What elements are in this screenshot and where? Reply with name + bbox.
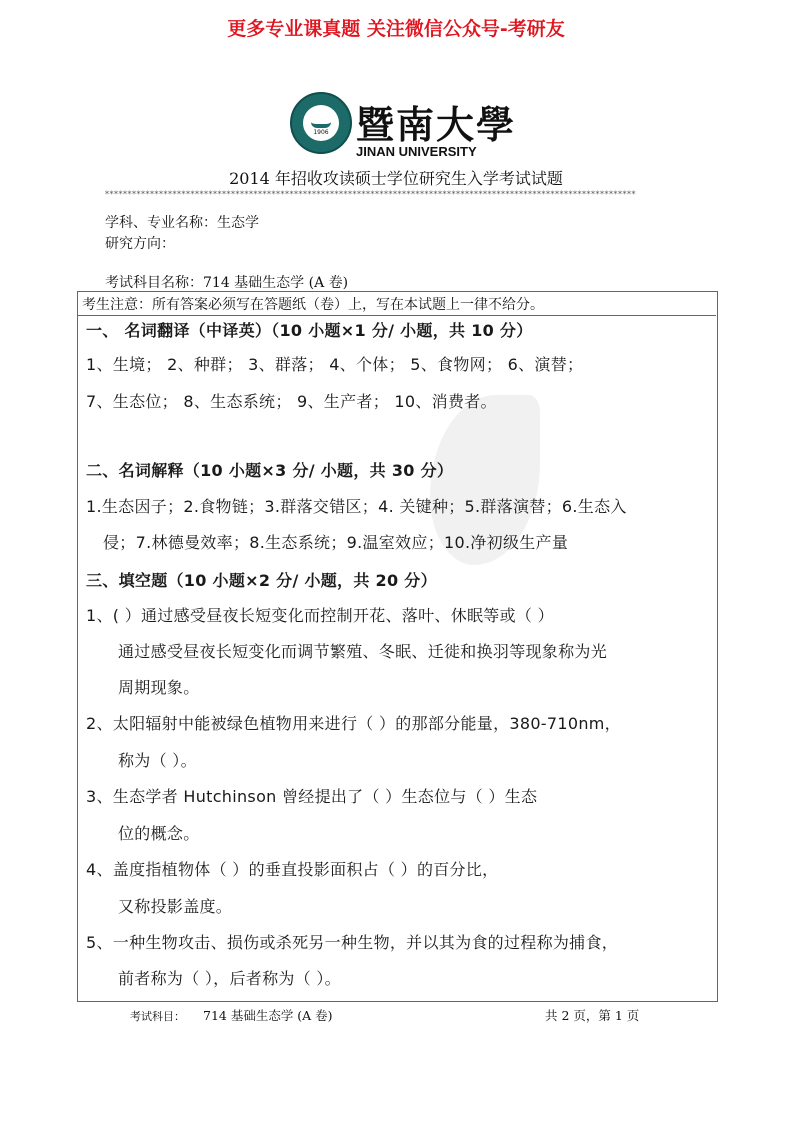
- question-line: 周期现象。: [118, 678, 200, 697]
- footer-label: 考试科目：: [130, 1010, 185, 1023]
- university-name-en: JINAN UNIVERSITY: [356, 144, 477, 159]
- question-line: 前者称为（ ），后者称为（ ）。: [118, 969, 341, 988]
- subject-line: 学科、专业名称：生态学: [105, 215, 259, 231]
- course-line: 考试科目名称：714 基础生态学 (A 卷): [105, 275, 349, 291]
- question-line: 4、盖度指植物体（ ）的垂直投影面积占（ ）的百分比，: [86, 860, 499, 879]
- question-line: 2、太阳辐射中能被绿色植物用来进行（ ）的那部分能量，380-710nm，: [86, 714, 621, 733]
- question-line: 5、一种生物攻击、损伤或杀死另一种生物，并以其为食的过程称为捕食，: [86, 933, 619, 952]
- notice-row: [77, 291, 716, 316]
- direction-line: 研究方向：: [105, 236, 175, 252]
- question-line: 侵；7.林德曼效率；8.生态系统；9.温室效应；10.净初级生产量: [103, 533, 569, 552]
- university-name-cn: 暨南大學: [356, 102, 517, 147]
- section-heading: 二、名词解释（10 小题×3 分/ 小题，共 30 分）: [86, 461, 454, 480]
- question-line: 位的概念。: [118, 824, 200, 843]
- question-line: 3、生态学者 Hutchinson 曾经提出了（ ）生态位与（ ）生态: [86, 787, 538, 806]
- question-line: 7、生态位； 8、生态系统； 9、生产者； 10、消费者。: [86, 392, 497, 411]
- question-line: 1、( ）通过感受昼夜长短变化而控制开花、落叶、休眠等或（ ）: [86, 606, 554, 625]
- footer-page: 共 2 页，第 1 页: [545, 1008, 640, 1023]
- notice-text: 考生注意：所有答案必须写在答题纸（卷）上，写在本试题上一律不给分。: [82, 297, 544, 313]
- university-seal-icon: 1906: [290, 92, 352, 154]
- promo-banner: 更多专业课真题 关注微信公众号-考研友: [227, 18, 565, 40]
- separator: **********************************************************************************************************************: [105, 190, 636, 199]
- question-line: 1.生态因子；2.食物链；3.群落交错区；4. 关键种；5.群落演替；6.生态入: [86, 497, 627, 516]
- exam-title: 2014 年招收攻读硕士学位研究生入学考试试题: [229, 169, 563, 188]
- footer-course: 714 基础生态学 (A 卷): [203, 1008, 333, 1023]
- question-line: 又称投影盖度。: [118, 897, 233, 916]
- question-line: 通过感受昼夜长短变化而调节繁殖、冬眠、迁徙和换羽等现象称为光: [118, 642, 608, 661]
- question-line: 称为（ ）。: [118, 751, 197, 770]
- section-heading: 三、填空题（10 小题×2 分/ 小题，共 20 分）: [86, 571, 437, 590]
- section-heading: 一、 名词翻译（中译英）（10 小题×1 分/ 小题，共 10 分）: [86, 321, 533, 340]
- question-line: 1、生境； 2、种群； 3、群落； 4、个体； 5、食物网； 6、演替；: [86, 355, 584, 374]
